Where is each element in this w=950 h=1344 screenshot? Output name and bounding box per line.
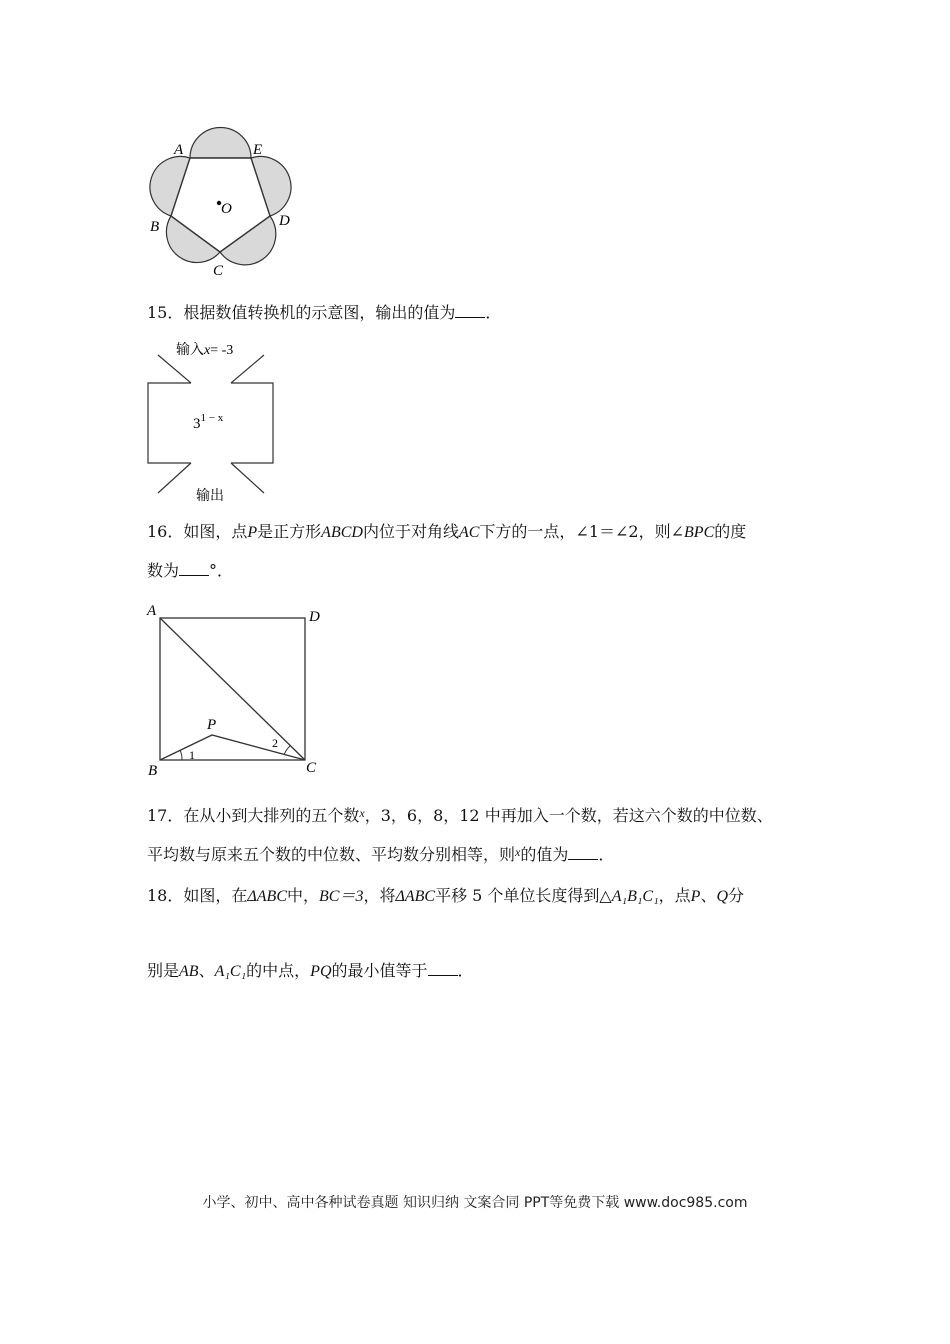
label-d: D: [309, 609, 320, 625]
label-o: O: [221, 201, 232, 217]
question-16-line-1: 16．如图，点P是正方形ABCD内位于对角线AC下方的一点，∠1＝∠2，则∠BPC的度: [147, 522, 747, 541]
angle-1-label: 1: [189, 748, 195, 762]
question-18-line-1: 18．如图，在ΔABC中，BC＝3，将ΔABC平移 5 个单位长度得到△A₁B₁C₁，点P、Q分: [147, 886, 745, 905]
input-prefix: 输入: [176, 342, 204, 358]
input-var: x: [204, 343, 211, 358]
question-15: 15．根据数值转换机的示意图，输出的值为 ．: [147, 303, 502, 322]
pentagon-figure: [140, 120, 310, 285]
label-a: A: [174, 142, 184, 158]
label-b: B: [148, 763, 158, 779]
page-footer: 小学、初中、高中各种试卷真题 知识归纳 文案合同 PPT等免费下载 www.doc985.com: [202, 1195, 748, 1211]
angle-2-label: 2: [272, 736, 278, 750]
label-c: C: [213, 263, 224, 279]
svg-text:输入x= -3: [176, 342, 233, 358]
question-17-line-2: 平均数与原来五个数的中位数、平均数分别相等，则$^x$的值为 ．: [147, 845, 615, 864]
formula: $3^{1 - x}$: [193, 412, 224, 432]
label-b: B: [150, 219, 160, 235]
square-figure: [140, 598, 330, 780]
input-value: = -3: [210, 343, 234, 358]
answer-blank: [428, 961, 458, 976]
label-a: A: [147, 603, 157, 619]
question-17-line-1: 17．在从小到大排列的五个数$^x$，3，6，8，12 中再加入一个数，若这六个数的中位数、: [147, 806, 773, 825]
converter-machine-figure: [140, 330, 290, 505]
question-16-line-2: 数为 °．: [147, 561, 234, 580]
answer-blank: [179, 561, 209, 576]
answer-blank: [455, 303, 485, 318]
label-d: D: [279, 213, 290, 229]
label-e: E: [253, 142, 263, 158]
label-c: C: [306, 760, 317, 776]
label-p: P: [207, 717, 217, 733]
question-18-line-2: 别是AB、A₁C₁的中点，PQ的最小值等于 ．: [147, 961, 474, 980]
answer-blank: [568, 845, 598, 860]
output-label: 输出: [196, 488, 224, 504]
